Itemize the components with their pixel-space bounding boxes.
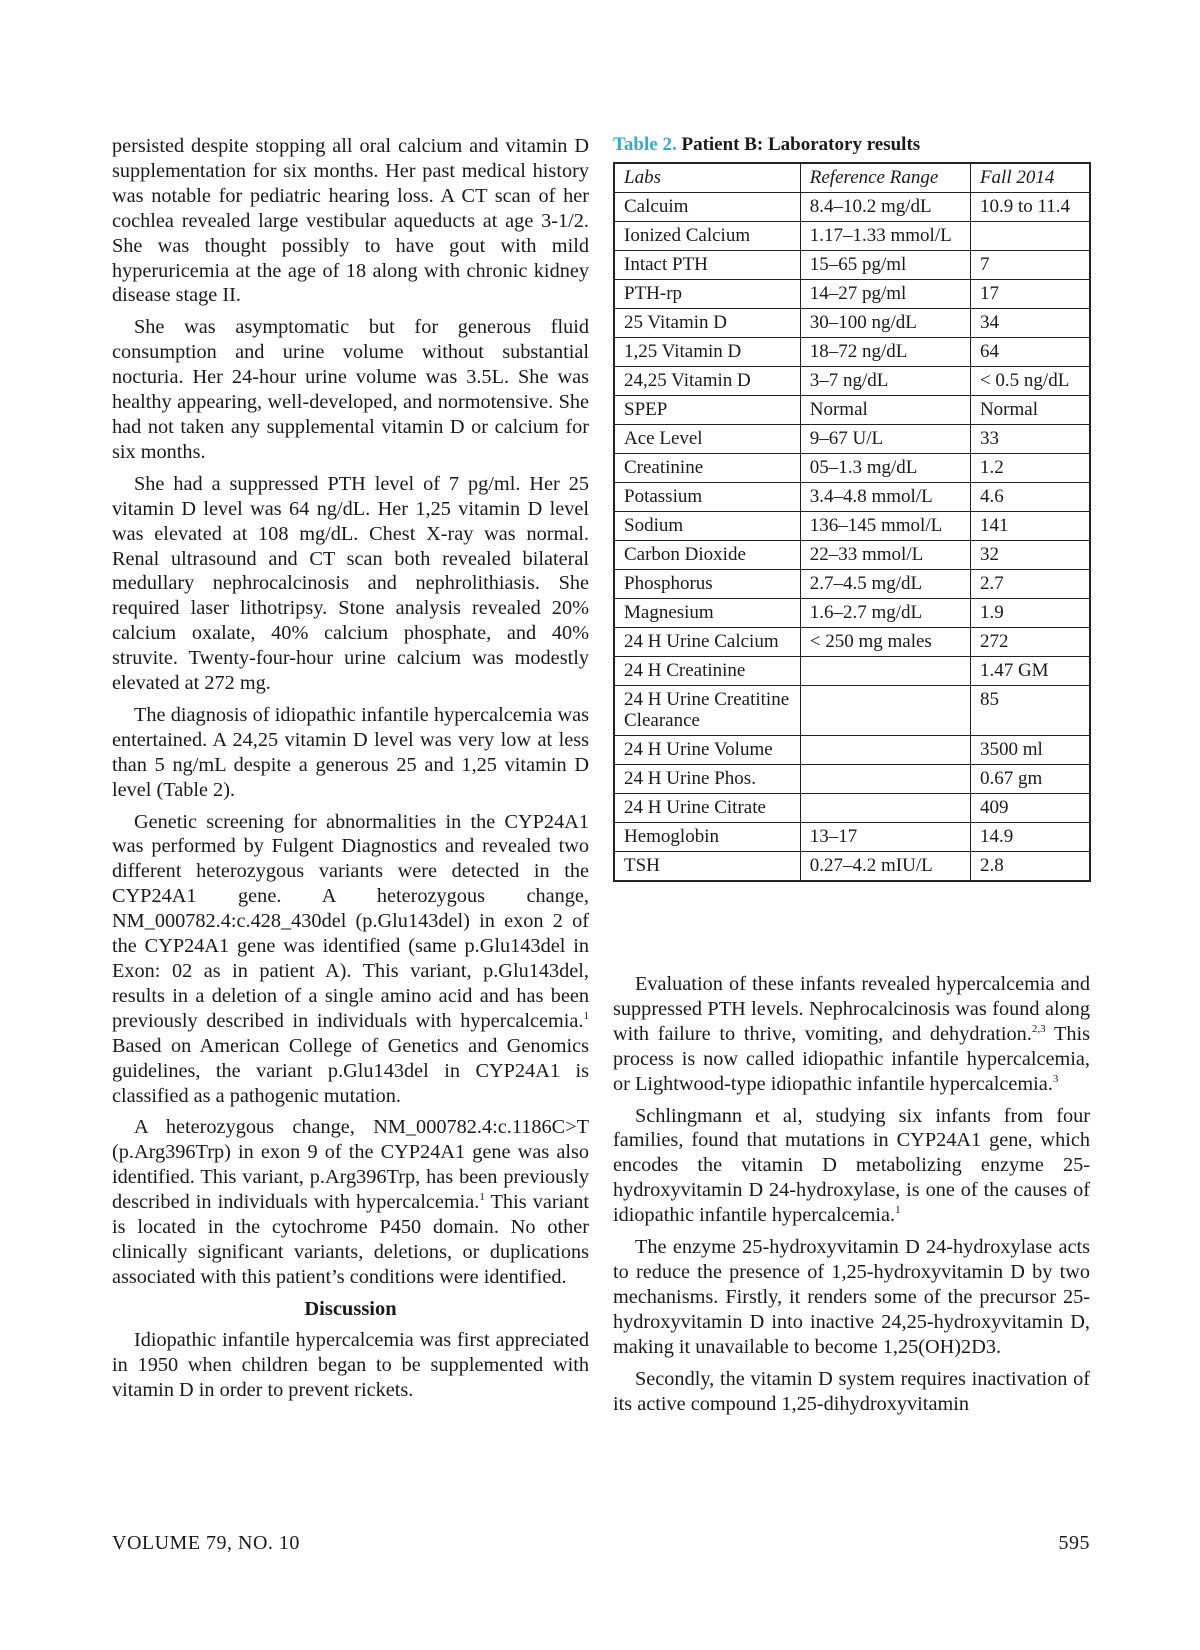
table-row [614, 193, 1090, 222]
result-cell: 0.67 gm [970, 765, 1090, 794]
paragraph-text: Evaluation of these infants revealed hypercalcemia and suppressed PTH levels. Nephrocalcinosis was found along with failure to thrive, vomiting, and dehydration. [613, 973, 1090, 1045]
result-cell: Normal [970, 396, 1090, 425]
citation-ref: 1 [479, 1191, 485, 1204]
table-body [614, 193, 1090, 882]
paragraph [112, 1115, 589, 1289]
result-cell: < 0.5 ng/dL [970, 367, 1090, 396]
column-header: Labs [614, 163, 800, 193]
result-cell: 4.6 [970, 483, 1090, 512]
reference-range-cell: 13–17 [800, 823, 970, 852]
result-cell: 2.7 [970, 570, 1090, 599]
table-row [614, 657, 1090, 686]
paragraph: The enzyme 25-hydroxyvitamin D 24-hydroxylase acts to reduce the presence of 1,25-hydroxyvitamin D by two mechanisms. Firstly, it renders some of the precursor 25-hydroxyvitamin D into inactive 24,25-hydroxyvitamin D, making it unavailable to become 1,25(OH)2D3. [613, 1236, 1090, 1358]
reference-range-cell: < 250 mg males [800, 628, 970, 657]
lab-name-cell: 24 H Urine Phos. [614, 765, 800, 794]
result-cell: 7 [970, 251, 1090, 280]
reference-range-cell: 15–65 pg/ml [800, 251, 970, 280]
result-cell: 14.9 [970, 823, 1090, 852]
lab-name-cell: PTH-rp [614, 280, 800, 309]
lab-name-cell: Intact PTH [614, 251, 800, 280]
table-row [614, 686, 1090, 736]
lab-name-cell: 1,25 Vitamin D [614, 338, 800, 367]
table-row [614, 541, 1090, 570]
lab-name-cell: 24 H Urine Creatitine Clearance [614, 686, 800, 736]
reference-range-cell: 14–27 pg/ml [800, 280, 970, 309]
paragraph-text: Schlingmann et al, studying six infants from four families, found that mutations in CYP24A1 gene, which encodes the vitamin D metabolizing enzyme 25-hydroxyvitamin D 24-hydroxylase, is one of the causes of idiopathic infantile hypercalcemia. [613, 1104, 1090, 1227]
lab-name-cell: Creatinine [614, 454, 800, 483]
reference-range-cell: 22–33 mmol/L [800, 541, 970, 570]
table-row [614, 454, 1090, 483]
reference-range-cell: 8.4–10.2 mg/dL [800, 193, 970, 222]
reference-range-cell [800, 765, 970, 794]
paragraph-text: This process is now called idiopathic infantile hypercalcemia, or Lightwood-type idiopathic infantile hypercalcemia. [613, 1022, 1090, 1095]
paragraph [112, 810, 589, 1109]
reference-range-cell: 1.6–2.7 mg/dL [800, 599, 970, 628]
paragraph: The diagnosis of idiopathic infantile hypercalcemia was entertained. A 24,25 vitamin D level was very low at less than 5 ng/mL despite a generous 25 and 1,25 vitamin D level (Table 2). [112, 703, 589, 801]
lab-name-cell: Sodium [614, 512, 800, 541]
table-row [614, 599, 1090, 628]
paragraph: She had a suppressed PTH level of 7 pg/ml. Her 25 vitamin D level was 64 ng/dL. Her 1,25 vitamin D level was elevated at 108 mg/dL. Chest X-ray was normal. Renal ultrasound and CT scan both revealed bilateral medullary nephrocalcinosis and nephrolithiasis. She required laser lithotripsy. Stone analysis revealed 20% calcium oxalate, 40% calcium phosphate, and 40% struvite. Twenty-four-hour urine calcium was modestly elevated at 272 mg. [112, 472, 589, 695]
paragraph [613, 1104, 1090, 1229]
table-row [614, 570, 1090, 599]
paragraph-text: This variant is located in the cytochrome P450 domain. No other clinically significant variants, deletions, or duplications associated with this patient’s conditions were identified. [112, 1191, 589, 1288]
table-row [614, 823, 1090, 852]
table-row [614, 367, 1090, 396]
lab-name-cell: Potassium [614, 483, 800, 512]
paragraph: She was asymptomatic but for generous fluid consumption and urine volume without substantial nocturia. Her 24-hour urine volume was 3.5L. She was healthy appearing, well-developed, and normotensive. She had not taken any supplemental vitamin D or calcium for six months. [112, 316, 589, 463]
table-row [614, 794, 1090, 823]
paragraph-text: Genetic screening for abnormalities in the CYP24A1 was performed by Fulgent Diagnostics and revealed two different heterozygous variants were detected in the CYP24A1 gene. A heterozygous change, NM_000782.4:c.428_430del (p.Glu143del) in exon 2 of the CYP24A1 gene was identified (same p.Glu143del in Exon: 02 as in patient A). This variant, p.Glu143del, results in a deletion of a single amino acid and has been previously described in individuals with hypercalcemia. [112, 810, 589, 1032]
paragraph: Idiopathic infantile hypercalcemia was first appreciated in 1950 when children began to be supplemented with vitamin D in order to prevent rickets. [112, 1328, 589, 1401]
reference-range-cell: 18–72 ng/dL [800, 338, 970, 367]
result-cell: 85 [970, 686, 1090, 736]
result-cell: 409 [970, 794, 1090, 823]
table-row [614, 222, 1090, 251]
lab-name-cell: 24 H Creatinine [614, 657, 800, 686]
lab-name-cell: 24 H Urine Citrate [614, 794, 800, 823]
citation-ref: 3 [1052, 1072, 1059, 1085]
lab-name-cell: Ionized Calcium [614, 222, 800, 251]
table-row [614, 251, 1090, 280]
lab-name-cell: Magnesium [614, 599, 800, 628]
paragraph: Secondly, the vitamin D system requires inactivation of its active compound 1,25-dihydroxyvitamin [613, 1367, 1090, 1415]
table-row [614, 765, 1090, 794]
reference-range-cell [800, 794, 970, 823]
citation-ref: 2,3 [1031, 1022, 1046, 1035]
lab-results-table-block [613, 134, 1091, 882]
table-row [614, 512, 1090, 541]
reference-range-cell [800, 736, 970, 765]
paragraph: persisted despite stopping all oral calcium and vitamin D supplementation for six months. Her past medical history was notable for pediatric hearing loss. A CT scan of her cochlea revealed large vestibular aqueducts at age 3-1/2. She was thought possibly to have gout with mild hyperuricemia at the age of 18 along with chronic kidney disease stage II. [112, 135, 589, 307]
reference-range-cell: 30–100 ng/dL [800, 309, 970, 338]
page-number: 595 [1058, 1532, 1090, 1554]
result-cell: 33 [970, 425, 1090, 454]
result-cell: 272 [970, 628, 1090, 657]
result-cell: 34 [970, 309, 1090, 338]
lab-results-table [613, 162, 1091, 882]
reference-range-cell: 2.7–4.5 mg/dL [800, 570, 970, 599]
result-cell: 1.47 GM [970, 657, 1090, 686]
reference-range-cell: 0.27–4.2 mIU/L [800, 852, 970, 882]
result-cell: 17 [970, 280, 1090, 309]
reference-range-cell: Normal [800, 396, 970, 425]
table-caption [613, 134, 1091, 156]
citation-ref: 1 [583, 1009, 589, 1022]
table-row [614, 425, 1090, 454]
reference-range-cell: 136–145 mmol/L [800, 512, 970, 541]
table-row [614, 309, 1090, 338]
paragraph-text: Based on American College of Genetics and Genomics guidelines, the variant p.Glu143del in CYP24A1 is classified as a pathogenic mutation. [112, 1034, 589, 1107]
table-caption-label: Table 2. [613, 134, 677, 155]
journal-volume: VOLUME 79, NO. 10 [112, 1532, 300, 1554]
result-cell: 10.9 to 11.4 [970, 193, 1090, 222]
paragraph-text: A heterozygous change, NM_000782.4:c.1186C>T (p.Arg396Trp) in exon 9 of the CYP24A1 gene was also identified. This variant, p.Arg396Trp, has been previously described in individuals with hypercalcemia. [112, 1116, 589, 1214]
result-cell: 141 [970, 512, 1090, 541]
reference-range-cell [800, 686, 970, 736]
lab-name-cell: Hemoglobin [614, 823, 800, 852]
lab-name-cell: Calcuim [614, 193, 800, 222]
table-row [614, 736, 1090, 765]
lab-name-cell: TSH [614, 852, 800, 882]
column-header: Reference Range [800, 163, 970, 193]
citation-ref: 1 [895, 1204, 901, 1217]
table-header-row [614, 163, 1090, 193]
table-row [614, 338, 1090, 367]
reference-range-cell: 05–1.3 mg/dL [800, 454, 970, 483]
lab-name-cell: Ace Level [614, 425, 800, 454]
result-cell: 64 [970, 338, 1090, 367]
table-row [614, 280, 1090, 309]
table-row [614, 628, 1090, 657]
lab-name-cell: 25 Vitamin D [614, 309, 800, 338]
result-cell [970, 222, 1090, 251]
left-column [112, 134, 589, 1409]
result-cell: 32 [970, 541, 1090, 570]
lab-name-cell: Carbon Dioxide [614, 541, 800, 570]
lab-name-cell: Phosphorus [614, 570, 800, 599]
lab-name-cell: 24,25 Vitamin D [614, 367, 800, 396]
lab-name-cell: SPEP [614, 396, 800, 425]
reference-range-cell [800, 657, 970, 686]
reference-range-cell: 3–7 ng/dL [800, 367, 970, 396]
section-heading-discussion: Discussion [304, 1297, 397, 1320]
reference-range-cell: 1.17–1.33 mmol/L [800, 222, 970, 251]
reference-range-cell: 9–67 U/L [800, 425, 970, 454]
right-column [613, 972, 1090, 1423]
column-header: Fall 2014 [970, 163, 1090, 193]
table-caption-text: Patient B: Laboratory results [676, 134, 921, 155]
paragraph [613, 972, 1090, 1097]
table-row [614, 852, 1090, 882]
reference-range-cell: 3.4–4.8 mmol/L [800, 483, 970, 512]
result-cell: 2.8 [970, 852, 1090, 882]
result-cell: 1.2 [970, 454, 1090, 483]
result-cell: 1.9 [970, 599, 1090, 628]
lab-name-cell: 24 H Urine Volume [614, 736, 800, 765]
table-row [614, 483, 1090, 512]
result-cell: 3500 ml [970, 736, 1090, 765]
table-row [614, 396, 1090, 425]
lab-name-cell: 24 H Urine Calcium [614, 628, 800, 657]
